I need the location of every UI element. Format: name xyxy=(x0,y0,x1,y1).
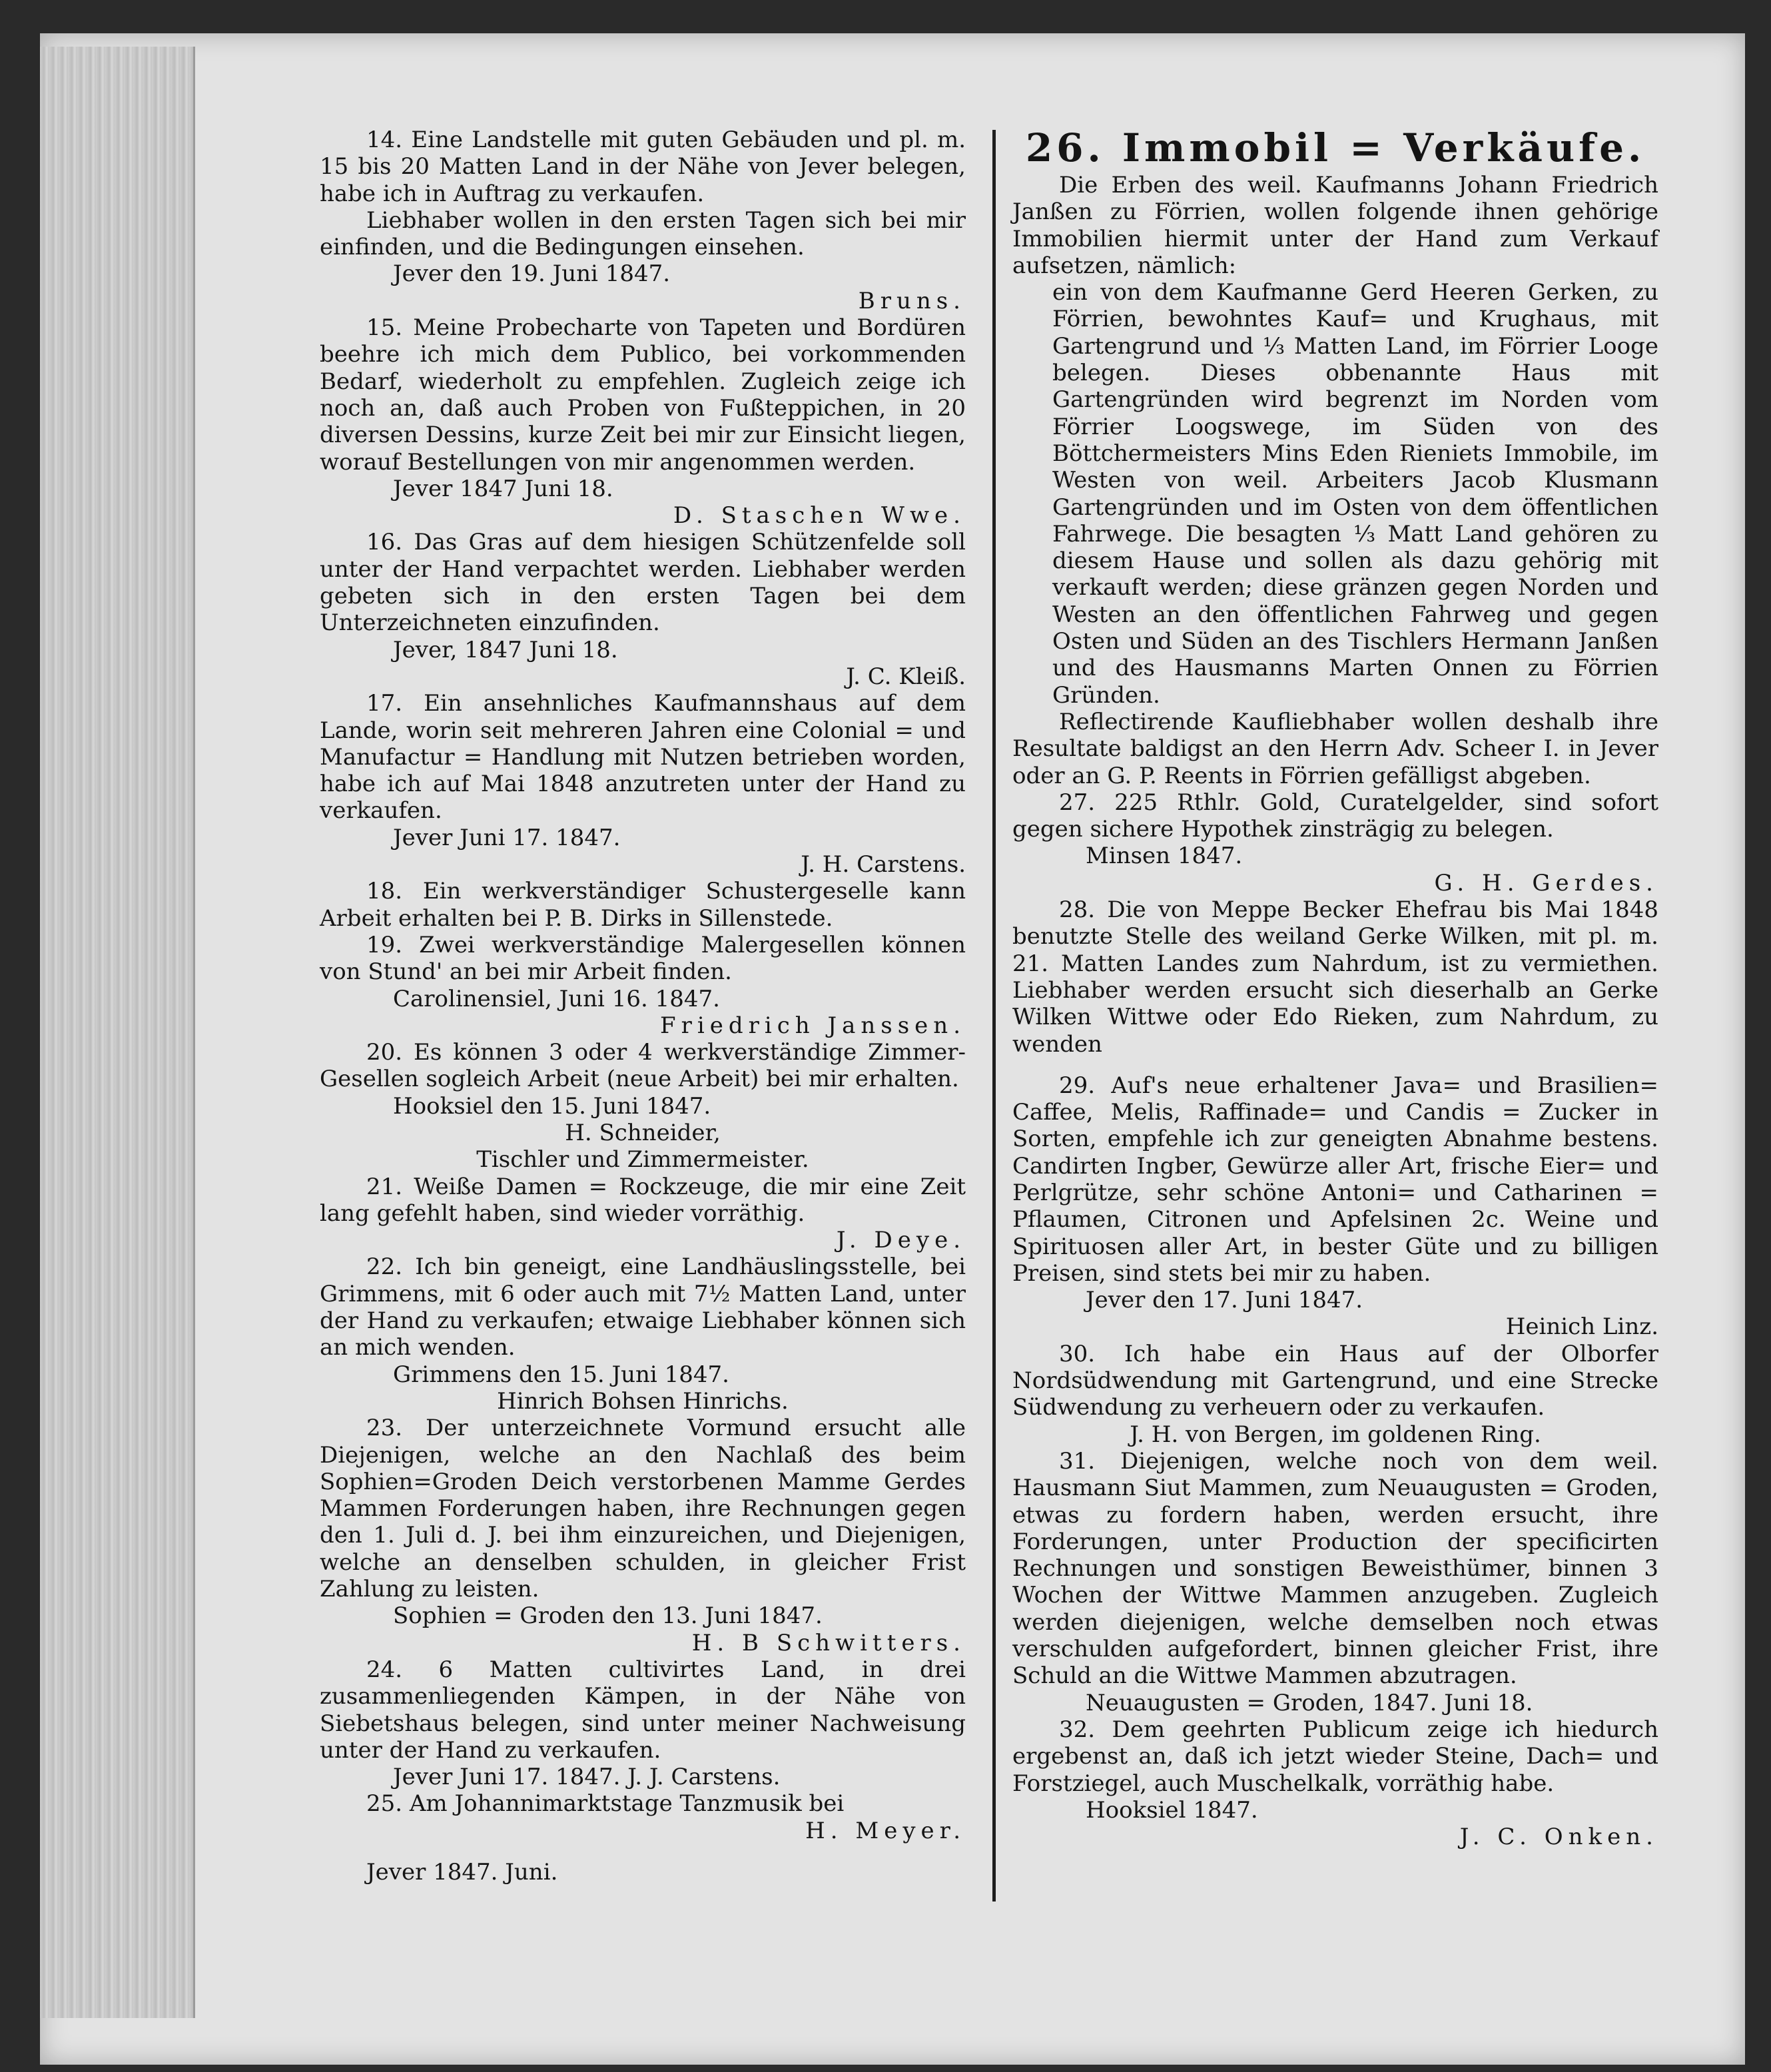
text-line: 18. Ein werkverständiger Schustergeselle kann Arbeit erhalten bei P. B. Dirks in Sillenstede. xyxy=(320,878,966,932)
text-line: Die Erben des weil. Kaufmanns Johann Friedrich Janßen zu Förrien, wollen folgende ihnen gehörige Immobilien hiermit unter der Hand zum Verkauf aufsetzen, nämlich: xyxy=(1012,172,1658,279)
text-line: 16. Das Gras auf dem hiesigen Schützenfelde soll unter der Hand verpachtet werden. Liebhaber werden gebeten sich in den ersten Tagen bei dem Unterzeichneten einzufinden. xyxy=(320,529,966,637)
text-line: Neuaugusten = Groden, 1847. Juni 18. xyxy=(1086,1689,1533,1716)
text-line: Jever Juni 17. 1847. xyxy=(393,824,621,851)
text-line: 19. Zwei werkverständige Malergesellen können von Stund' an bei mir Arbeit finden. xyxy=(320,931,966,986)
text-line: J. H. von Bergen, im goldenen Ring. xyxy=(1130,1421,1541,1448)
text-line: Carolinensiel, Juni 16. 1847. xyxy=(393,985,720,1012)
text-line: Hinrich Bohsen Hinrichs. xyxy=(497,1387,789,1415)
text-line: H. B Schwitters. xyxy=(691,1629,966,1656)
text-line: ein von dem Kaufmanne Gerd Heeren Gerken, zu Förrien, bewohntes Kauf= und Krughaus, mit Gartengrund und ⅓ Matten Land, im Förrier Looge belegen. Dieses obbenannte Haus mit Gartengründen wird begrenzt im Norden vom Förrier Loogswege, im Süden von des Böttchermeisters Mins Eden Rieniets Immobile, im Westen von weil. Arbeiters Jacob Klusmann Gartengründen und im Osten von dem öffentlichen Fahrwege. Die besagten ⅓ Matt Land gehören zu diesem Hause und sollen als dazu gehörig mit verkauft werden; diese gränzen gegen Norden und Westen an den öffentlichen Fahrweg und gegen Osten und Süden an des Tischlers Hermann Janßen und des Hausmanns Marten Onnen zu Förrien Gründen. xyxy=(1052,279,1658,709)
text-line: Bruns. xyxy=(858,287,966,314)
text-line: Liebhaber wollen in den ersten Tagen sich bei mir einfinden, und die Bedingungen einsehen. xyxy=(320,206,966,261)
left-column xyxy=(320,127,966,1886)
text-line: Heinich Linz. xyxy=(1505,1313,1658,1341)
text-line: 15. Meine Probecharte von Tapeten und Bordüren beehre ich mich dem Publico, bei vorkommenden Bedarf, wiederholt zu empfehlen. Zugleich zeige ich noch an, daß auch Proben von Fußteppichen, in 20 diversen Dessins, kurze Zeit bei mir zur Einsicht liegen, worauf Bestellungen von mir angenommen werden. xyxy=(320,314,966,476)
text-line: 23. Der unterzeichnete Vormund ersucht alle Diejenigen, welche an den Nachlaß des beim Sophien=Groden Deich verstorbenen Mamme Gerdes Mammen Forderungen haben, ihre Rechnungen gegen den 1. Juli d. J. bei ihm einzureichen, und Diejenigen, welche an denselben schulden, in gleicher Frist Zahlung zu leisten. xyxy=(320,1415,966,1603)
text-line: Jever, 1847 Juni 18. xyxy=(393,636,618,663)
text-line: J. H. Carstens. xyxy=(801,851,966,878)
text-line: Jever 1847. Juni. xyxy=(366,1859,558,1886)
text-line: 21. Weiße Damen = Rockzeuge, die mir eine Zeit lang gefehlt haben, sind wieder vorräthig. xyxy=(320,1173,966,1227)
text-line: 30. Ich habe ein Haus auf der Olborfer Nordsüdwendung mit Gartengrund, und eine Strecke Südwendung zu verheuern oder zu verkaufen. xyxy=(1012,1340,1658,1421)
text-line: Jever den 19. Juni 1847. xyxy=(393,260,671,288)
text-line: J. C. Kleiß. xyxy=(846,663,966,690)
page-edges xyxy=(40,47,195,2018)
text-line: 25. Am Johannimarktstage Tanzmusik bei xyxy=(366,1790,845,1818)
right-column-body xyxy=(1012,172,1658,1850)
text-line: 32. Dem geehrten Publicum zeige ich hiedurch ergebenst an, daß ich jetzt wieder Steine, Dach= und Forstziegel, auch Muschelkalk, vorräthig habe. xyxy=(1012,1716,1658,1797)
text-line: H. Schneider, xyxy=(565,1119,721,1146)
text-line: 29. Auf's neue erhaltener Java= und Brasilien= Caffee, Melis, Raffinade= und Candis = Zucker in Sorten, empfehle ich zur geneigten Abnahme bestens. Candirten Ingber, Gewürze aller Art, frische Eier= und Perlgrütze, sehr schöne Antoni= und Catharinen = Pflaumen, Citronen und Apfelsinen 2c. Weine und Spirituosen aller Art, in bester Güte und zu billigen Preisen, sind stets bei mir zu haben. xyxy=(1012,1072,1658,1287)
text-line: 17. Ein ansehnliches Kaufmannshaus auf dem Lande, worin seit mehreren Jahren eine Colonial = und Manufactur = Handlung mit Nutzen betrieben worden, habe ich auf Mai 1848 anzutreten unter der Hand zu verkaufen. xyxy=(320,690,966,825)
text-line: 31. Diejenigen, welche noch von dem weil. Hausmann Siut Mammen, zum Neuaugusten = Groden, etwas zu fordern haben, werden ersucht, ihre Forderungen, unter Production der specificirten Rechnungen und sonstigen Beweisthümer, binnen 3 Wochen der Wittwe Mammen anzugeben. Zugleich werden diejenigen, welche demselben noch etwas verschulden aufgefordert, binnen gleicher Frist, ihre Schuld an die Wittwe Mammen abzutragen. xyxy=(1012,1447,1658,1690)
text-line: 24. 6 Matten cultivirtes Land, in drei zusammenliegenden Kämpen, in der Nähe von Siebetshaus belegen, sind unter meiner Nachweisung unter der Hand zu verkaufen. xyxy=(320,1656,966,1764)
text-line: Jever Juni 17. 1847. J. J. Carstens. xyxy=(393,1764,781,1791)
text-line: Minsen 1847. xyxy=(1086,843,1243,870)
text-line: J. C. Onken. xyxy=(1459,1824,1658,1851)
text-line: Jever den 17. Juni 1847. xyxy=(1086,1287,1363,1314)
text-line: Hooksiel 1847. xyxy=(1086,1796,1258,1824)
text-line: 28. Die von Meppe Becker Ehefrau bis Mai 1848 benutzte Stelle des weiland Gerke Wilken, mit pl. m. 21. Matten Landes zum Nahrdum, ist zu vermiethen. Liebhaber werden ersucht sich dieserhalb an Gerke Wilken Wittwe oder Edo Rieken, zum Nahrdum, zu wenden xyxy=(1012,896,1658,1058)
text-line: H. Meyer. xyxy=(805,1817,966,1844)
text-line: Tischler und Zimmermeister. xyxy=(476,1146,809,1174)
column-divider xyxy=(992,130,996,1901)
text-line: J. Deye. xyxy=(836,1227,966,1254)
text-line: 14. Eine Landstelle mit guten Gebäuden und pl. m. 15 bis 20 Matten Land in der Nähe von Jever belegen, habe ich in Auftrag zu verkaufen. xyxy=(320,127,966,207)
text-line: 22. Ich bin geneigt, eine Landhäuslingsstelle, bei Grimmens, mit 6 oder auch mit 7½ Matten Land, unter der Hand zu verkaufen; etwaige Liebhaber können sich an mich wenden. xyxy=(320,1253,966,1361)
text-line: Friedrich Janssen. xyxy=(660,1012,966,1039)
text-line: Reflectirende Kaufliebhaber wollen deshalb ihre Resultate baldigst an den Herrn Adv. Scheer I. in Jever oder an G. P. Reents in Förrien gefälligst abgeben. xyxy=(1012,708,1658,789)
text-line: 27. 225 Rthlr. Gold, Curatelgelder, sind sofort gegen sichere Hypothek zinsträgig zu belegen. xyxy=(1012,789,1658,843)
text-line: Hooksiel den 15. Juni 1847. xyxy=(393,1092,711,1120)
text-line: D. Staschen Wwe. xyxy=(673,502,966,529)
text-line: Jever 1847 Juni 18. xyxy=(393,475,613,502)
section-title: 26. Immobil = Verkäufe. xyxy=(1025,125,1646,171)
text-line: G. H. Gerdes. xyxy=(1434,869,1658,896)
right-column xyxy=(1012,127,1658,1850)
text-line: Grimmens den 15. Juni 1847. xyxy=(393,1361,729,1388)
text-line: Sophien = Groden den 13. Juni 1847. xyxy=(393,1602,823,1630)
text-line: 20. Es können 3 oder 4 werkverständige Zimmer-Gesellen sogleich Arbeit (neue Arbeit) bei mir erhalten. xyxy=(320,1039,966,1093)
